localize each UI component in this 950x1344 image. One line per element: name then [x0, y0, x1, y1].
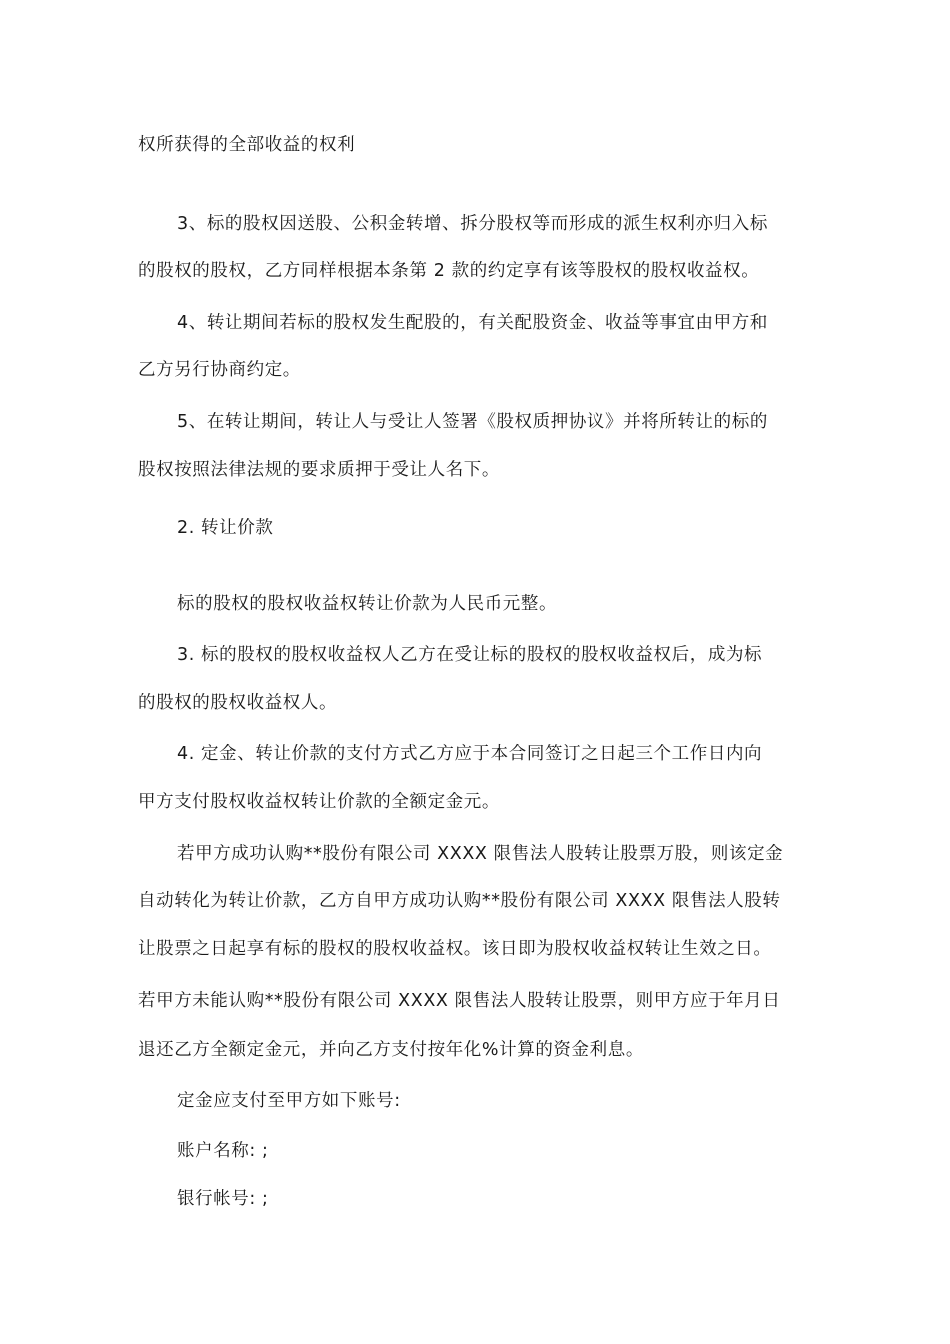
bank-account-line: 银行帐号: ; — [177, 1189, 269, 1209]
text-line-15: 自动转化为转让价款，乙方自甲方成功认购**股份有限公司 XXXX 限售法人股转 — [138, 891, 781, 911]
text-line-19: 定金应支付至甲方如下账号: — [177, 1091, 401, 1111]
text-line-18: 退还乙方全额定金元，并向乙方支付按年化%计算的资金利息。 — [138, 1040, 644, 1060]
text-line-1: 权所获得的全部收益的权利 — [138, 135, 356, 155]
text-line-5: 乙方另行协商约定。 — [138, 360, 301, 380]
text-line-3: 的股权的股权，乙方同样根据本条第 2 款的约定享有该等股权的股权收益权。 — [138, 261, 760, 281]
text-line-9: 标的股权的股权收益权转让价款为人民币元整。 — [177, 594, 558, 614]
text-line-17: 若甲方未能认购**股份有限公司 XXXX 限售法人股转让股票，则甲方应于年月日 — [138, 991, 781, 1011]
text-line-2: 3、标的股权因送股、公积金转增、拆分股权等而形成的派生权利亦归入标 — [177, 214, 768, 234]
text-line-11: 的股权的股权收益权人。 — [138, 693, 338, 713]
text-line-4: 4、转让期间若标的股权发生配股的，有关配股资金、收益等事宜由甲方和 — [177, 313, 768, 333]
text-line-6: 5、在转让期间，转让人与受让人签署《股权质押协议》并将所转让的标的 — [177, 412, 768, 432]
text-line-12: 4. 定金、转让价款的支付方式乙方应于本合同签订之日起三个工作日内向 — [177, 744, 763, 764]
account-name-line: 账户名称: ; — [177, 1141, 269, 1161]
text-line-10: 3. 标的股权的股权收益权人乙方在受让标的股权的股权收益权后，成为标 — [177, 645, 763, 665]
text-line-14: 若甲方成功认购**股份有限公司 XXXX 限售法人股转让股票万股，则该定金 — [177, 844, 784, 864]
text-line-7: 股权按照法律法规的要求质押于受让人名下。 — [138, 460, 500, 480]
text-line-16: 让股票之日起享有标的股权的股权收益权。该日即为股权收益权转让生效之日。 — [138, 939, 772, 959]
section-heading: 2. 转让价款 — [177, 518, 274, 538]
text-line-13: 甲方支付股权收益权转让价款的全额定金元。 — [138, 792, 500, 812]
